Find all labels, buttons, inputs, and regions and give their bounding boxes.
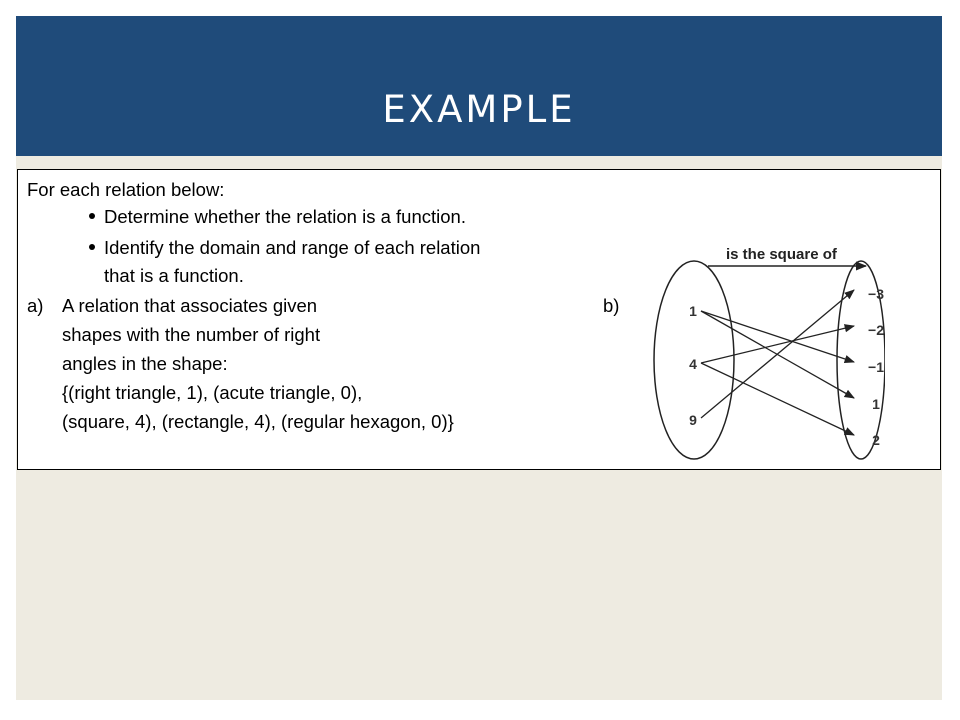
arrow-caption: is the square of (726, 246, 837, 263)
part-a-line-4: {(right triangle, 1), (acute triangle, 0), (62, 382, 363, 403)
part-a-line-3: angles in the shape: (62, 353, 228, 374)
range-value-neg2: −2 (868, 322, 884, 338)
domain-value-9: 9 (689, 412, 697, 428)
range-value-neg3: −3 (868, 286, 884, 302)
part-a-line-2: shapes with the number of right (62, 324, 321, 345)
domain-value-4: 4 (689, 356, 697, 372)
range-value-2: 2 (872, 432, 880, 448)
bullet-item-1: Determine whether the relation is a function. (104, 206, 466, 227)
bullet-item-2: Identify the domain and range of each relation (104, 237, 481, 258)
part-a-label: a) (27, 295, 44, 316)
mapping-diagram (640, 232, 885, 464)
range-value-neg1: −1 (868, 359, 884, 375)
intro-text: For each relation below: (27, 179, 225, 200)
part-a-line-5: (square, 4), (rectangle, 4), (regular hexagon, 0)} (62, 411, 454, 432)
slide-title: EXAMPLE (382, 88, 576, 131)
part-a-line-1: A relation that associates given (62, 295, 318, 316)
title-bar (16, 16, 942, 156)
bullet-item-2-continued: that is a function. (104, 265, 244, 286)
bullet-dot-1 (89, 213, 95, 219)
arrow-4-to-neg2 (701, 326, 854, 363)
part-b-label: b) (603, 295, 620, 316)
domain-value-1: 1 (689, 303, 697, 319)
bullet-dot-2 (89, 244, 95, 250)
range-value-1: 1 (872, 396, 880, 412)
